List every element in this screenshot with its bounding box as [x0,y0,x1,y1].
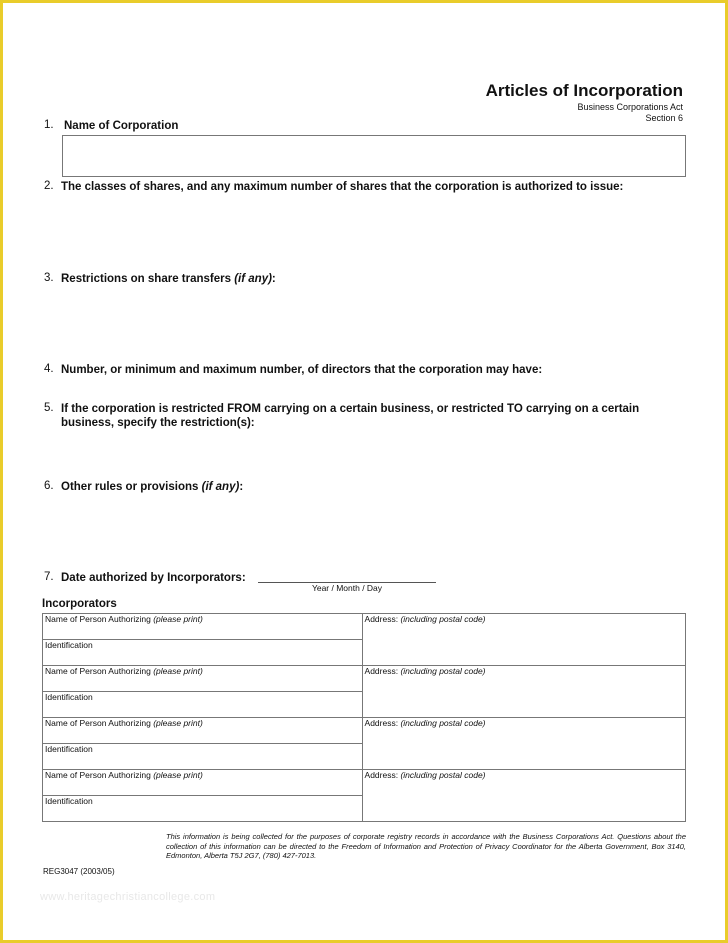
watermark-text: www.heritagechristiancollege.com [40,891,216,903]
incorporator-2-address-field[interactable]: Address: (including postal code) [362,666,685,718]
question-7-number: 7. [44,571,54,583]
incorporator-1-identification-field[interactable]: Identification [43,640,363,666]
incorporator-3-identification-field[interactable]: Identification [43,744,363,770]
act-name: Business Corporations Act [577,102,683,112]
corporation-name-field[interactable] [62,135,686,177]
question-2-number: 2. [44,180,54,192]
question-6-text: Other rules or provisions (if any): [61,481,244,493]
question-2-text: The classes of shares, and any maximum number of shares that the corporation is authorized to issue: [61,181,624,193]
question-4-text: Number, or minimum and maximum number, of directors that the corporation may have: [61,364,543,376]
incorporator-4-name-field[interactable]: Name of Person Authorizing (please print) [43,770,363,796]
directors-number-field[interactable] [61,379,683,399]
question-6-number: 6. [44,480,54,492]
question-3-number: 3. [44,272,54,284]
question-6-optional: (if any) [201,481,240,493]
incorporator-4-identification-field[interactable]: Identification [43,796,363,822]
question-7-text: Date authorized by Incorporators: [61,572,246,584]
question-4-number: 4. [44,363,54,375]
question-3-optional: (if any) [234,273,272,285]
incorporator-1-name-field[interactable]: Name of Person Authorizing (please print) [43,614,363,640]
privacy-notice: This information is being collected for the purposes of corporate registry records in accordance with the Business Corporations Act. Questions about the collection of this information can be directed to the Freedom of Information and Protection of Privacy Coordinator for the Alberta Government, Box 3140, Edmonton, Alberta T5J 2G7, (780) 427-7013. [166,832,686,860]
incorporator-2-identification-field[interactable]: Identification [43,692,363,718]
question-1-number: 1. [44,119,54,131]
date-format-hint: Year / Month / Day [311,583,383,593]
question-5-text: If the corporation is restricted FROM carrying on a certain business, or restricted TO carrying on a certain business, specify the restriction(s): [61,403,640,429]
incorporator-3-address-field[interactable]: Address: (including postal code) [362,718,685,770]
business-restrictions-field[interactable] [61,433,683,478]
question-1-text: Name of Corporation [64,120,179,132]
question-5-number: 5. [44,402,54,414]
incorporator-1-address-field[interactable]: Address: (including postal code) [362,614,685,666]
incorporators-table [42,613,686,822]
incorporator-3-name-field[interactable]: Name of Person Authorizing (please print) [43,718,363,744]
form-page [3,3,725,940]
page-title: Articles of Incorporation [485,81,683,100]
form-number: REG3047 (2003/05) [43,867,115,876]
share-transfer-restrictions-field[interactable] [61,289,683,359]
question-3-text: Restrictions on share transfers (if any): [61,273,276,285]
incorporator-2-name-field[interactable]: Name of Person Authorizing (please print) [43,666,363,692]
other-provisions-field[interactable] [61,497,683,567]
share-classes-field[interactable] [61,198,683,268]
section-ref: Section 6 [645,113,683,123]
incorporator-4-address-field[interactable]: Address: (including postal code) [362,770,685,822]
incorporators-heading: Incorporators [42,598,117,610]
